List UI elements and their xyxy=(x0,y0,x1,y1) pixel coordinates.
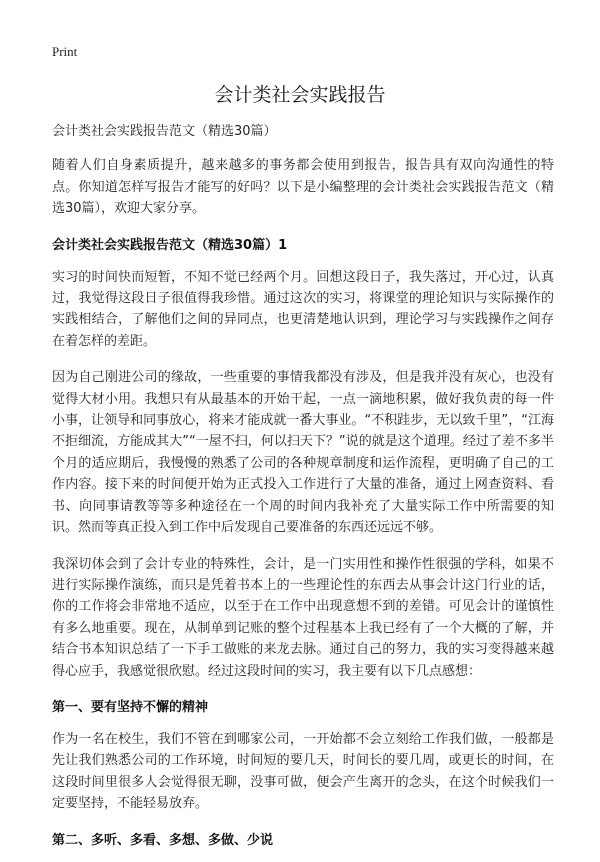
point-heading: 第一、要有坚持不懈的精神 xyxy=(52,699,209,715)
intro-paragraph: 随着人们自身素质提升，越来越多的事务都会使用到报告，报告具有双向沟通性的特点。你知道怎样写报告才能写的好吗？以下是小编整理的会计类社会实践报告范文（精选30篇），欢迎大家分享。 xyxy=(52,158,554,217)
article-body xyxy=(52,121,554,862)
body-paragraph: 作为一名在校生，我们不管在到哪家公司，一开始都不会立刻给工作我们做，一般都是先让我们熟悉公司的工作环境，时间短的要几天，时间长的要几周，或更长的时间，在这段时间里很多人会觉得很无聊，没事可做，便会产生离开的念头，在这个时候我们一定要坚持，不能轻易放弃。 xyxy=(52,731,554,812)
section-heading: 会计类社会实践报告范文（精选30篇）1 xyxy=(52,237,288,253)
body-paragraph: 因为自己刚进公司的缘故，一些重要的事情我都没有涉及，但是我并没有灰心，也没有觉得大材小用。我想只有从最基本的开始干起，一点一滴地积累，做好我负责的每一件小事，让领导和同事放心，将来才能成就一番大事业。“不积跬步，无以致千里”，“江海不拒细流，方能成其大”“一屋不扫，何以扫天下？”说的就是这个道理。经过了差不多半个月的适应期后，我慢慢的熟悉了公司的各种规章制度和运作流程，更明确了自己的工作内容。接下来的时间便开始为正式投入工作进行了大量的准备，通过上网查资料、看书、向同事请教等等多种途径在一个周的时间内我补充了大量实际工作中所需要的知识。然而等真正投入到工作中后发现自己要准备的东西还远远不够。 xyxy=(52,370,554,536)
body-paragraph: 我深切体会到了会计专业的特殊性，会计，是一门实用性和操作性很强的学科，如果不进行实际操作演练，而只是凭着书本上的一些理论性的东西去从事会计这门行业的话，你的工作将会非常地不适应，以至于在工作中出现意想不到的差错。可见会计的谨慎性有多么地重要。现在，从制单到记账的整个过程基本上我已经有了一个大概的了解，并结合书本知识总结了一下手工做账的来龙去脉。通过自己的努力，我的实习变得越来越得心应手，我感觉很欣慰。经过这段时间的实习，我主要有以下几点感想： xyxy=(52,556,554,679)
article-subtitle: 会计类社会实践报告范文（精选30篇） xyxy=(52,124,277,139)
print-link[interactable]: Print xyxy=(52,44,78,59)
page-title: 会计类社会实践报告 xyxy=(214,84,386,106)
body-paragraph: 实习的时间快而短暂，不知不觉已经两个月。回想这段日子，我失落过，开心过，认真过，我觉得这段日子很值得我珍惜。通过这次的实习，将课堂的理论知识与实际操作的实践相结合，了解他们之间的异同点，也更清楚地认识到，理论学习与实践操作之间存在着怎样的差距。 xyxy=(52,269,554,349)
point-heading: 第二、多听、多看、多想、多做、少说 xyxy=(52,832,274,848)
